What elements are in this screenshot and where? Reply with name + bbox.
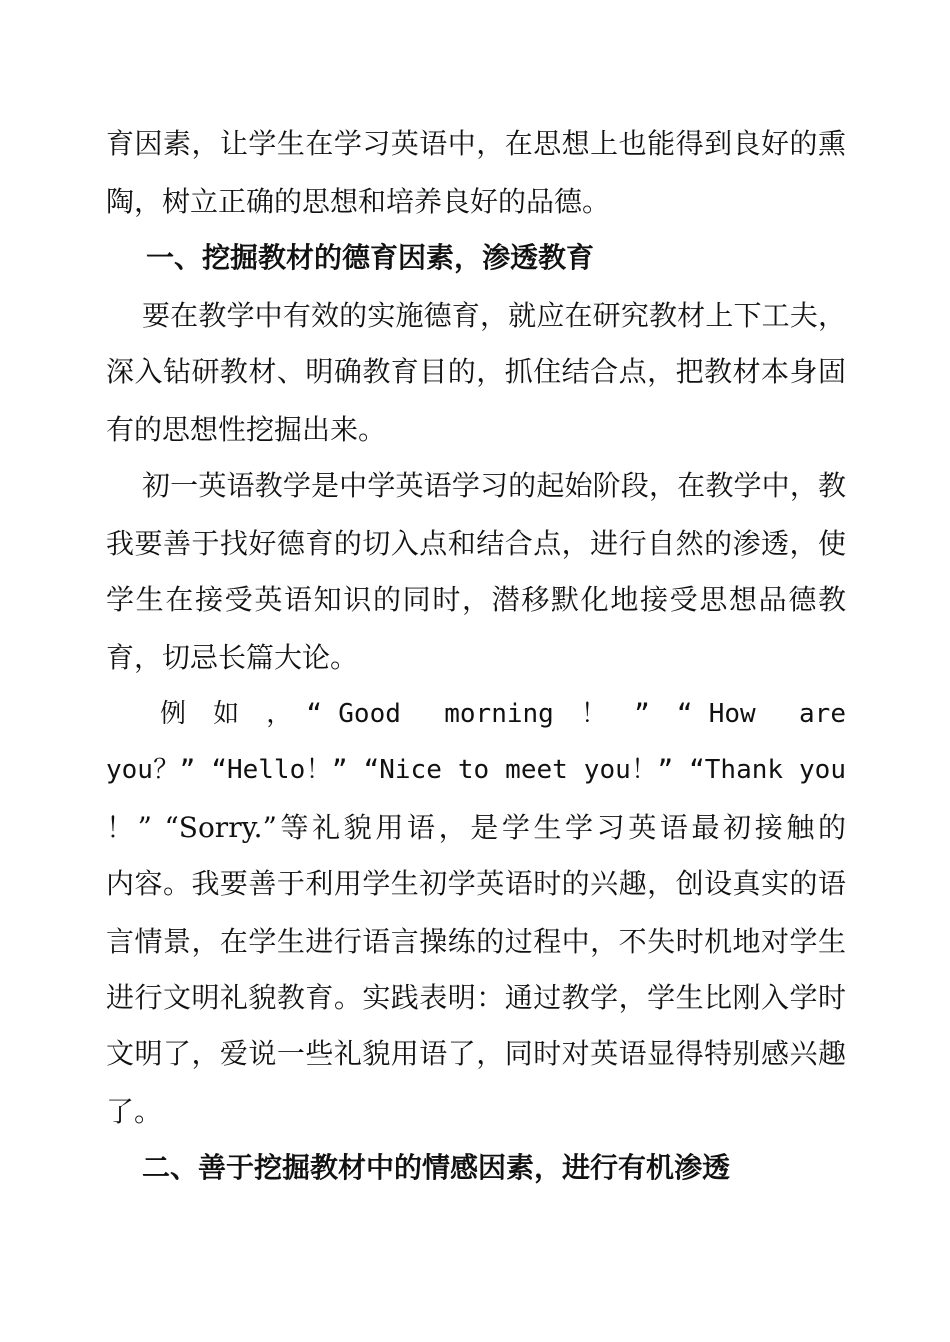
para1-line-2: 深入钻研教材、明确教育目的，抓住结合点，把教材本身固 <box>106 355 846 388</box>
para3-line-8: 了。 <box>106 1095 163 1128</box>
para2-line-1: 初一英语教学是中学英语学习的起始阶段，在教学中，教 <box>142 469 846 502</box>
para2-line-3: 学生在接受英语知识的同时，潜移默化地接受思想品德教 <box>106 583 846 616</box>
para3-line-7: 文明了，爱说一些礼貌用语了，同时对英语显得特别感兴趣 <box>106 1037 846 1070</box>
section-heading-1: 一、挖掘教材的德育因素，渗透教育 <box>146 241 595 274</box>
para3-line-2: you？” “Hello！” “Nice to meet you！” “Thank you <box>106 755 846 785</box>
para1-line-3: 有的思想性挖掘出来。 <box>106 413 387 446</box>
section-heading-2: 二、善于挖掘教材中的情感因素，进行有机渗透 <box>142 1151 731 1184</box>
intro-line-2: 陶，树立正确的思想和培养良好的品德。 <box>106 185 611 218</box>
para1-line-1: 要在教学中有效的实施德育，就应在研究教材上下工夫， <box>142 299 846 332</box>
para3-line-6: 进行文明礼貌教育。实践表明：通过教学，学生比刚入学时 <box>106 981 846 1014</box>
intro-line-1: 育因素，让学生在学习英语中，在思想上也能得到良好的熏 <box>106 127 846 160</box>
para3-line-1: 例 如 ， “ Good morning ！ ” “ How are <box>160 699 846 729</box>
para3-line-3: ！” “Sorry.”等礼貌用语，是学生学习英语最初接触的 <box>106 811 846 844</box>
para2-line-2: 我要善于找好德育的切入点和结合点，进行自然的渗透，使 <box>106 527 846 560</box>
para3-line-5: 言情景，在学生进行语言操练的过程中，不失时机地对学生 <box>106 925 846 958</box>
para2-line-4: 育，切忌长篇大论。 <box>106 641 359 674</box>
para3-line-4: 内容。我要善于利用学生初学英语时的兴趣，创设真实的语 <box>106 867 846 900</box>
